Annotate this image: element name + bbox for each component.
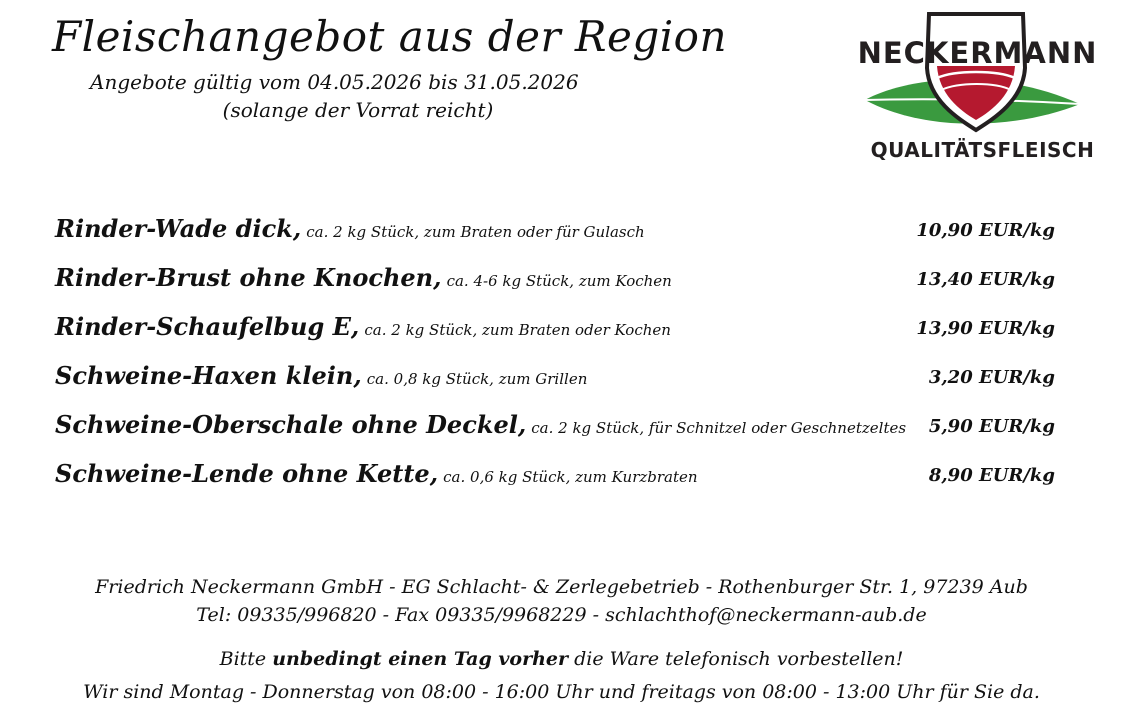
neckermann-logo	[845, 8, 1110, 168]
offer-price: 10,90 EUR/kg	[916, 220, 1055, 241]
offer-list	[55, 214, 1055, 508]
offer-description: ca. 2 kg Stück, für Schnitzel oder Geschnetzeltes	[531, 419, 907, 437]
order-note	[0, 648, 1123, 670]
offer-name: Schweine-Lende ohne Kette,	[55, 459, 439, 488]
offer-row	[55, 410, 1055, 459]
page-title: Fleischangebot aus der Region	[52, 12, 728, 61]
stock-note: (solange der Vorrat reicht)	[222, 98, 494, 122]
offer-name: Rinder-Schaufelbug E,	[55, 312, 360, 341]
offer-row	[55, 361, 1055, 410]
offer-description: ca. 0,8 kg Stück, zum Grillen	[366, 370, 588, 388]
offer-description: ca. 2 kg Stück, zum Braten oder Kochen	[364, 321, 671, 339]
offer-price: 13,40 EUR/kg	[916, 269, 1055, 290]
offer-row	[55, 214, 1055, 263]
offer-name: Schweine-Haxen klein,	[55, 361, 362, 390]
validity-period: Angebote gültig vom 04.05.2026 bis 31.05.2026	[90, 70, 579, 94]
company-info: Friedrich Neckermann GmbH - EG Schlacht- & Zerlegebetrieb - Rothenburger Str. 1, 97239 Aub	[95, 576, 1028, 598]
offer-name: Rinder-Wade dick,	[55, 214, 302, 243]
order-note-prefix: Bitte	[219, 648, 267, 670]
offer-price: 8,90 EUR/kg	[928, 465, 1055, 486]
logo-subtitle: QUALITÄTSFLEISCH	[870, 138, 1095, 162]
offer-description: ca. 0,6 kg Stück, zum Kurzbraten	[443, 468, 698, 486]
offer-price: 13,90 EUR/kg	[916, 318, 1055, 339]
offer-row	[55, 263, 1055, 312]
offer-row	[55, 459, 1055, 508]
offer-name: Rinder-Brust ohne Knochen,	[55, 263, 442, 292]
logo-brand-name: NECKERMANN	[857, 36, 1098, 70]
order-note-suffix: die Ware telefonisch vorbestellen!	[574, 648, 904, 670]
contact-info: Tel: 09335/996820 - Fax 09335/9968229 - schlachthof@neckermann-aub.de	[196, 604, 927, 626]
order-note-emphasis: unbedingt einen Tag vorher	[272, 648, 569, 670]
offer-price: 3,20 EUR/kg	[928, 367, 1055, 388]
offer-description: ca. 2 kg Stück, zum Braten oder für Gulasch	[306, 223, 645, 241]
offer-description: ca. 4-6 kg Stück, zum Kochen	[446, 272, 672, 290]
offer-row	[55, 312, 1055, 361]
offer-name: Schweine-Oberschale ohne Deckel,	[55, 410, 527, 439]
opening-hours: Wir sind Montag - Donnerstag von 08:00 - 16:00 Uhr und freitags von 08:00 - 13:00 Uhr für Sie da.	[83, 681, 1040, 703]
offer-price: 5,90 EUR/kg	[928, 416, 1055, 437]
